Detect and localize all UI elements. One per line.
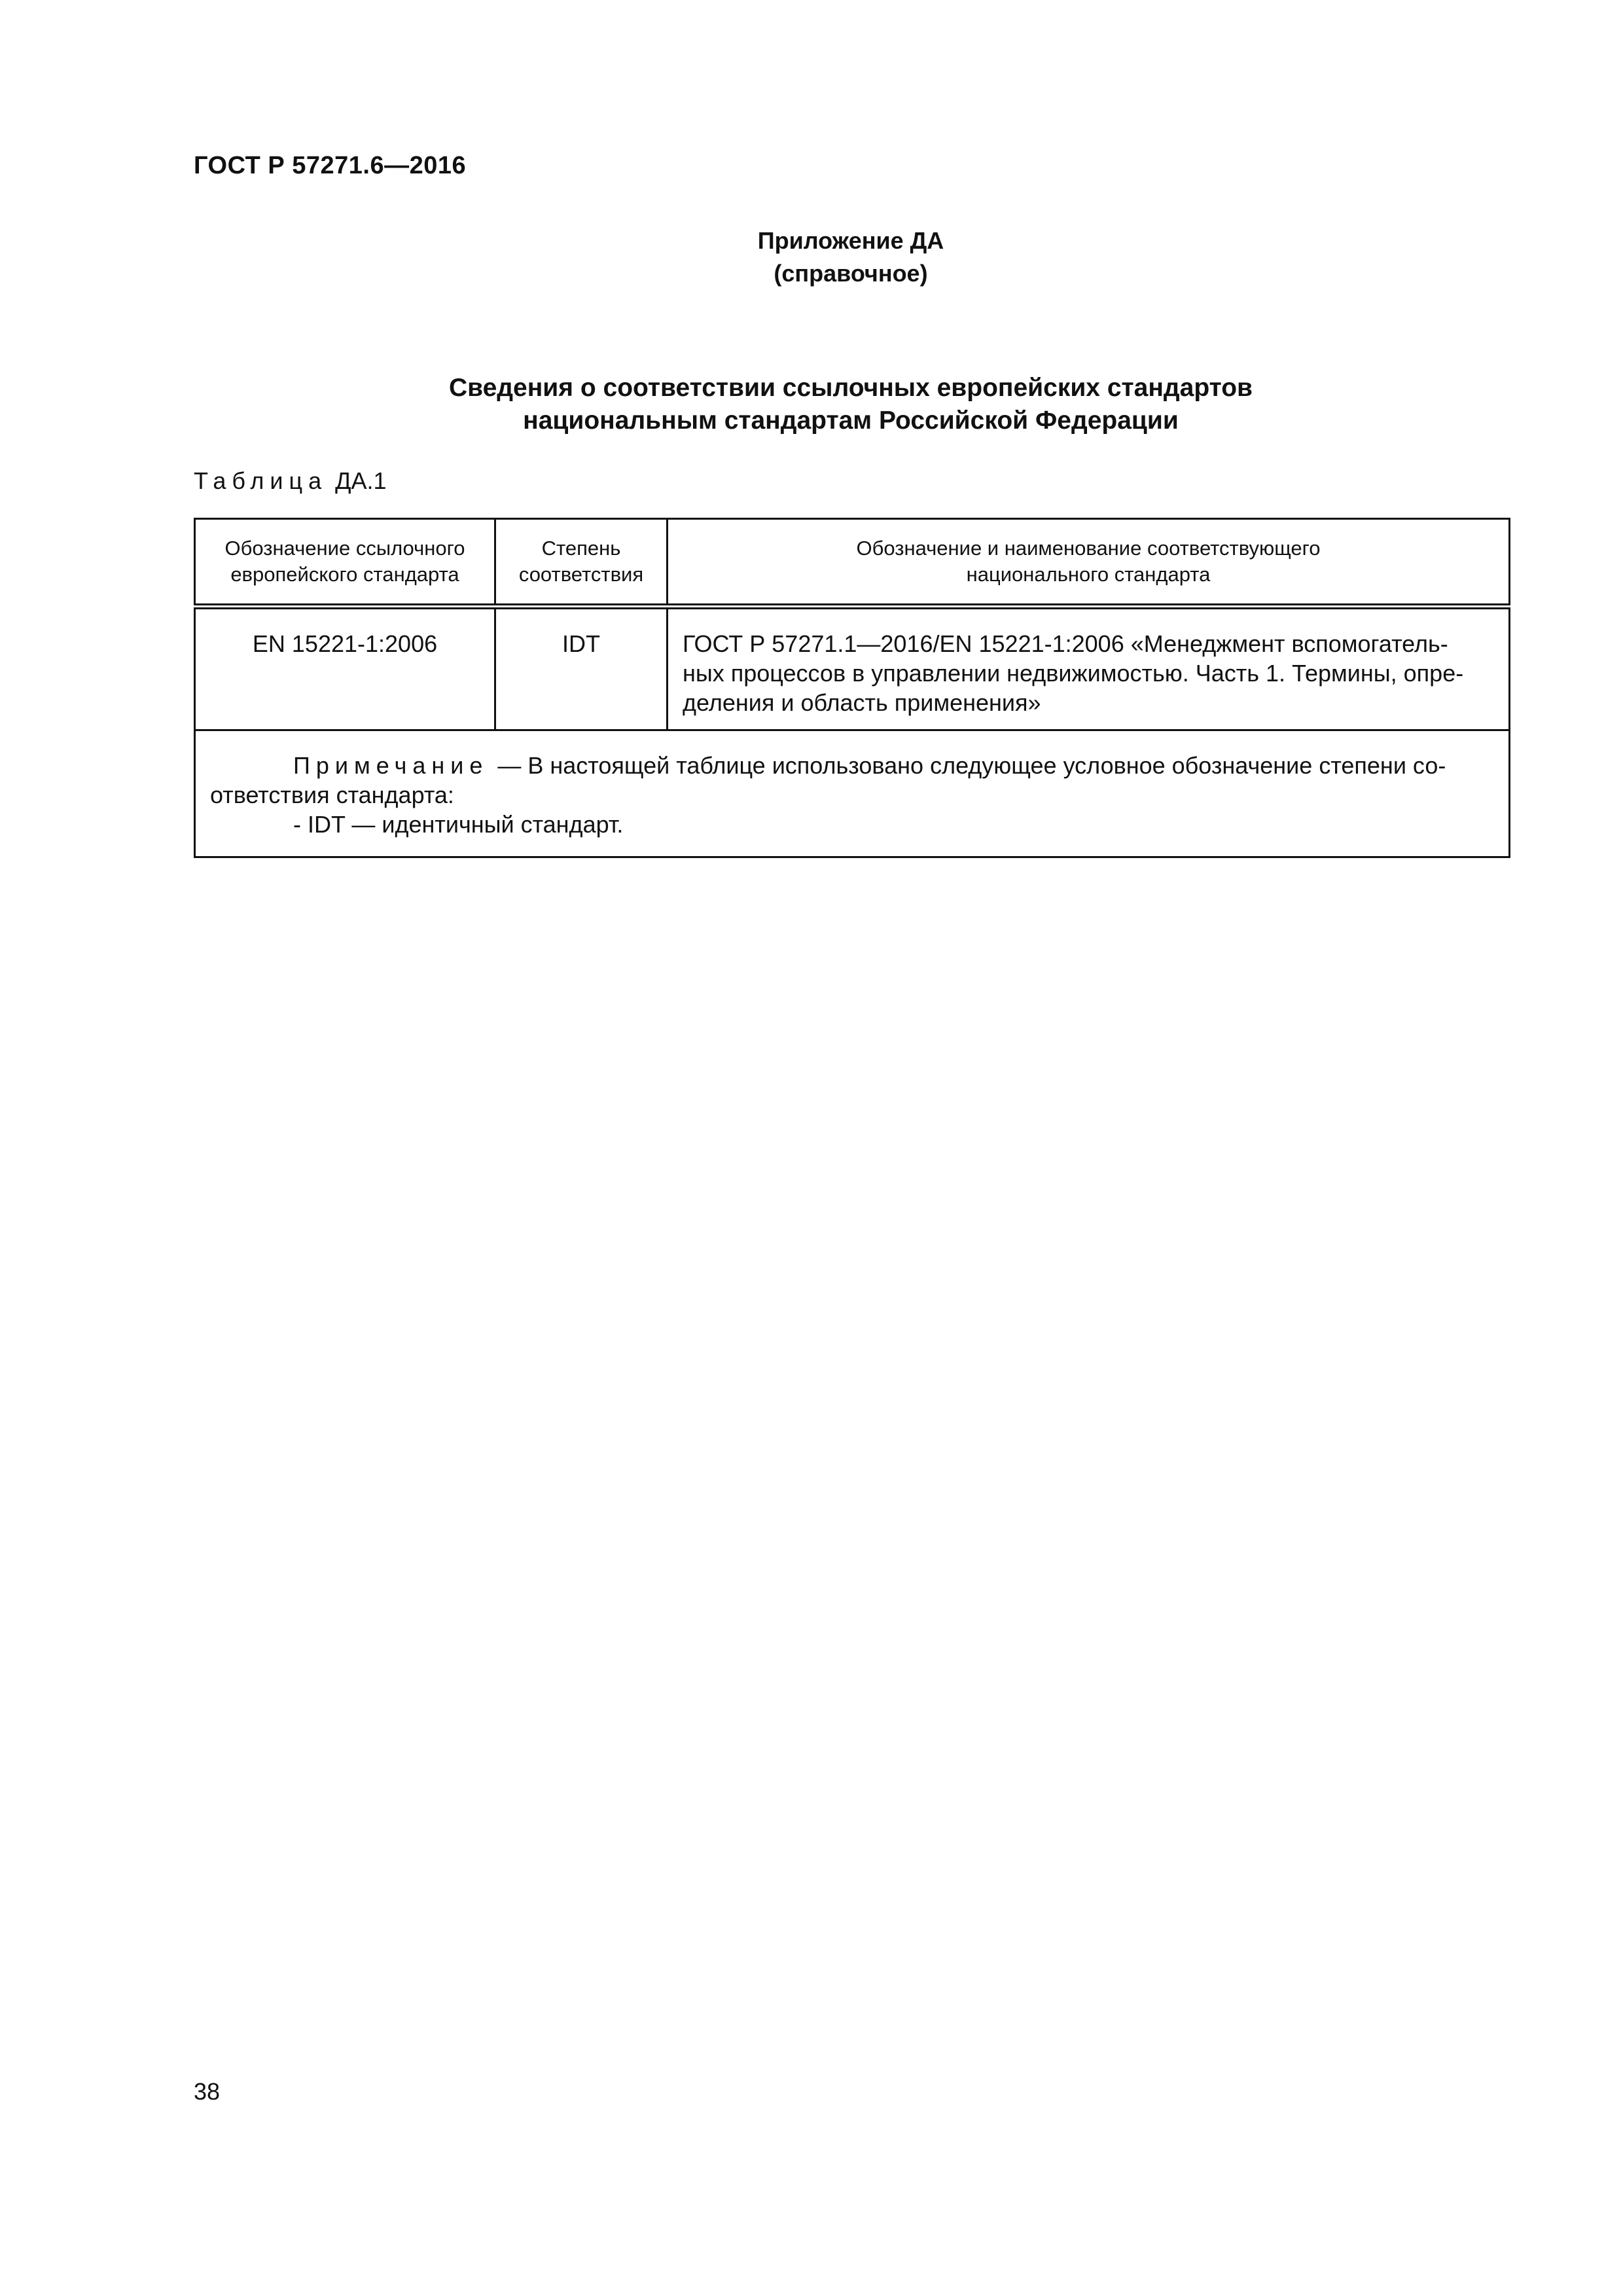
national-standard-line-2: ных процессов в управлении недвижимостью. Часть 1. Термины, опре-: [683, 660, 1464, 687]
column-header-line: европейского стандарта: [230, 563, 459, 586]
appendix-title: Приложение ДА: [757, 227, 944, 254]
table-row: [195, 607, 1510, 730]
note-label: Примечание: [293, 752, 489, 779]
section-title-line-2: национальным стандартам Российской Федерации: [523, 406, 1179, 435]
column-header-line: Степень: [541, 537, 621, 560]
column-header-line: Обозначение ссылочного: [224, 537, 465, 560]
section-title-line-1: Сведения о соответствии ссылочных европейских стандартов: [448, 374, 1253, 402]
table-note: [195, 730, 1510, 857]
table-caption-word: Таблица: [194, 467, 328, 494]
document-code: ГОСТ Р 57271.6—2016: [194, 152, 467, 179]
appendix-heading: [194, 224, 1508, 290]
page-number: 38: [194, 2078, 221, 2105]
column-header-line: соответствия: [518, 563, 644, 586]
national-standard-line-3: деления и область применения»: [683, 689, 1041, 716]
correspondence-table: [194, 518, 1510, 858]
cell-degree: IDT: [495, 607, 668, 730]
column-header-ref-standard: [195, 519, 495, 607]
table-caption-number: ДА.1: [335, 467, 387, 494]
cell-national-standard: [668, 607, 1510, 730]
column-header-degree: [495, 519, 668, 607]
table-header-row: [195, 519, 1510, 607]
note-line-1: [210, 751, 1494, 780]
note-text-1: — В настоящей таблице использовано следующее условное обозначение степени со-: [497, 752, 1446, 779]
section-title: [194, 372, 1508, 437]
column-header-line: национального стандарта: [966, 563, 1211, 586]
national-standard-line-1: ГОСТ Р 57271.1—2016/EN 15221-1:2006 «Менеджмент вспомогатель-: [683, 630, 1448, 657]
column-header-line: Обозначение и наименование соответствующего: [856, 537, 1321, 560]
table-caption: [194, 467, 387, 495]
note-item: - IDT — идентичный стандарт.: [293, 811, 624, 838]
appendix-type: (справочное): [774, 260, 928, 287]
table-note-row: [195, 730, 1510, 857]
cell-ref-standard: EN 15221-1:2006: [195, 607, 495, 730]
note-line-2: ответствия стандарта:: [210, 781, 454, 808]
column-header-national-standard: [668, 519, 1510, 607]
